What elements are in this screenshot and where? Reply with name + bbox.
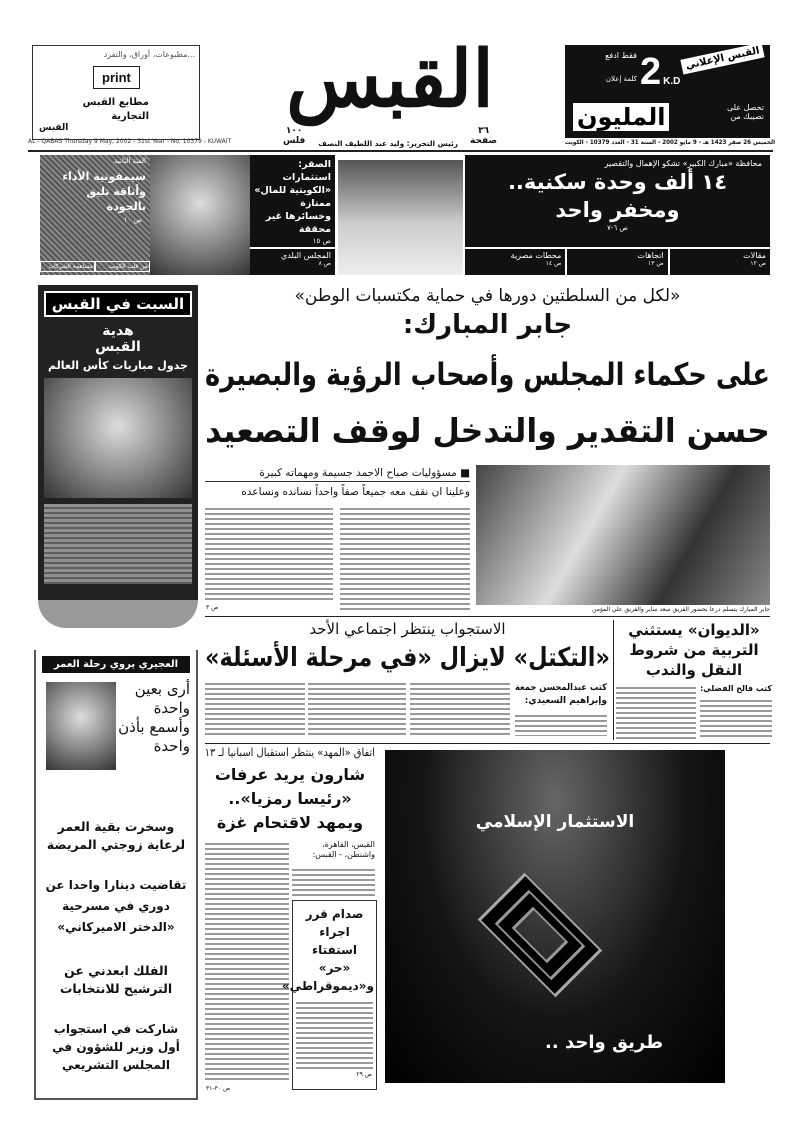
print-ad-button: print: [93, 66, 140, 89]
main-photo: [476, 465, 770, 605]
diwan-body-col: [616, 684, 696, 739]
teaser-kicker: محافظة «مبارك الكبير» تشكو الإهمال والتقصير: [604, 159, 762, 168]
million-ad-million: المليون: [573, 103, 669, 131]
saddam-page-ref: ص ٢٩: [356, 1071, 372, 1078]
newspaper-logo: القبس: [286, 34, 494, 125]
interp-body-col: [515, 712, 607, 736]
ajairi-point: الفلك ابعدني عن الترشيح للانتخابات: [59, 963, 173, 996]
main-sub-2: وعلينا ان نقف معه جميعاً صفاً واحداً نسانده ونساعده: [241, 486, 470, 498]
million-ad-brand: القبس الإعلاني: [680, 43, 765, 75]
diwan-body-col: [700, 697, 772, 739]
sharon-page-ref: ص ٣٠-٣١: [206, 1085, 231, 1092]
wc-ad-brand: القبس: [95, 339, 141, 355]
million-ad-ads: كلمة إعلان: [605, 75, 637, 83]
maze-icon: [478, 873, 602, 997]
interp-body-col: [205, 680, 305, 735]
diwan-headline[interactable]: «الديوان» يستثني التربية من شروط النقل والندب: [628, 621, 760, 679]
editor-in-chief: رئيس التحرير: وليد عبد اللطيف النصف: [318, 139, 458, 148]
ajairi-point: شاركت في استجواب أول وزير للشؤون في المجلس التشريعي: [52, 1022, 180, 1072]
teaser-bar-item[interactable]: محطات مصرية ص ١٤: [465, 249, 565, 275]
fixtures-table: [44, 504, 192, 584]
sharon-dateline: القبس، القاهرة، واشنطن، - القبس:: [312, 840, 375, 859]
main-headline-2[interactable]: حسن التقدير والتدخل لوقف التصعيد: [205, 411, 770, 450]
print-ad-tagline: ...مطبوعات، أوراق، والتفرد: [103, 50, 195, 59]
main-headline-1[interactable]: على حكماء المجلس وأصحاب الرؤية والبصيرة: [205, 357, 770, 393]
interp-body-col: [308, 680, 406, 735]
teaser-subbar: من قلب الكويت مساهمة الشركات: [40, 261, 150, 272]
sharon-kicker: اتفاق «المهد» ينتظر استقبال اسبانيا لـ ١٣: [204, 746, 375, 759]
teaser-saqr[interactable]: [250, 155, 335, 247]
teaser-kicker: الفئة الثانية: [114, 157, 146, 165]
teaser-headline: ١٤ ألف وحدة سكنية.. ومخفر واحد: [507, 170, 728, 222]
column-divider: [613, 620, 614, 740]
teaser-bar: [465, 249, 770, 275]
teaser-grey[interactable]: [40, 155, 150, 275]
interp-headline[interactable]: «التكتل» لايزال «في مرحلة الأسئلة»: [205, 643, 610, 673]
ajairi-quote: أرى بعين واحدة وأسمع بأذن واحدة: [118, 680, 190, 755]
teaser-headline: سيمفونية الأداء وأناقة تليق بالجودة: [62, 170, 146, 213]
ajairi-photo: [46, 682, 116, 770]
sharon-body-col: [292, 866, 375, 896]
ajairi-point: تقاضيت دينارا واحدا عن دوري في مسرحية «الدختر الاميركاني»: [45, 878, 187, 934]
divider: [205, 616, 770, 617]
saddam-body: [296, 999, 373, 1069]
teaser-mubarak[interactable]: [465, 155, 770, 247]
ajairi-box[interactable]: [34, 650, 198, 1100]
price: ١٠٠ فلس: [283, 126, 306, 146]
islamic-investment-ad: [385, 750, 725, 1083]
football-graphic: [38, 600, 198, 628]
main-photo-caption: جابر المبارك يتسلم درعا بحضور الفريق سعد ساير والفريق علي المؤمن: [592, 606, 770, 613]
saqr-photo: [150, 155, 250, 275]
teaser-bar-item[interactable]: مقالات ص ١٢: [670, 249, 770, 275]
teaser-page: ص ١٥: [312, 237, 331, 245]
divider: [205, 743, 770, 744]
main-sub-1: ■ مسؤوليات صباح الاحمد جسيمة ومهماته كبيرة: [205, 467, 470, 482]
main-kicker: «لكل من السلطتين دورها في حماية مكتسبات الوطن»: [294, 286, 681, 306]
print-ad: [32, 45, 200, 140]
ajairi-label: العجيري يروي رحلة العمر: [42, 656, 190, 673]
million-ad-pay: فقط ادفع: [605, 51, 637, 60]
main-body-col: [340, 505, 470, 613]
arabic-dateline: الخميس 26 صفر 1423 هـ - 9 مايو 2002 - السنة 31 - العدد 10379 - الكويت: [564, 139, 775, 146]
teaser-page: ص ٦-٧: [607, 224, 628, 232]
ad-tagline: طريق واحد ..: [545, 1032, 664, 1053]
main-body-col: [205, 505, 333, 601]
ajairi-point: وسخرت بقية العمر لرعاية زوجتي المريضة: [46, 819, 186, 852]
wc-ad-schedule: جدول مباريات كأس العالم: [48, 359, 188, 372]
page-count: ٣٦ صفحة: [470, 126, 498, 146]
interp-kicker: الاستجواب ينتظر اجتماعي الأحد: [309, 620, 506, 638]
teaser-bar-item[interactable]: اتجاهات ص ١٣: [567, 249, 667, 275]
football-player-photo: [44, 378, 192, 498]
ad-title: الاستثمار الإسلامي: [475, 812, 635, 832]
print-ad-name: مطابع القبس التجارية: [82, 97, 149, 122]
main-page-ref: ص ٣: [206, 604, 219, 611]
teaser-municipal[interactable]: المجلس البلدي ص ٨: [250, 249, 335, 275]
interp-byline: كتب عبدالمحسن جمعة وإبراهيم السعيدي:: [514, 683, 607, 706]
wc-ad-title: السبت في القبس: [44, 291, 192, 317]
print-ad-logo: القبس: [39, 123, 69, 133]
sharon-body-col: [205, 840, 289, 1080]
million-ad-price: 2 K.D: [640, 51, 681, 93]
sharon-headline[interactable]: شارون يريد عرفات «رئيسا رمزيا».. ويمهد لاقتحام غزة: [214, 765, 366, 832]
main-name: جابر المبارك:: [402, 310, 573, 340]
world-cup-ad: [38, 285, 198, 600]
saddam-headline: صدام قرر اجراء استفتاء «حر» و«ديموقراطي»: [281, 907, 374, 993]
english-dateline: AL - QABAS Thursday 9 May, 2002 - 31st Year - No. 10379 - KUWAIT: [28, 138, 232, 145]
interp-body-col: [410, 680, 510, 735]
teaser-headline: الصقر: استثمارات «الكويتية للمال» ممتازة وخسائرها غير محققة: [254, 159, 331, 235]
diwan-byline: كتب فالح الفضلي:: [700, 684, 772, 693]
saddam-box[interactable]: [281, 900, 377, 1090]
masthead-divider: [28, 150, 773, 152]
million-ad-cta: تحصل على نصيبك من: [726, 103, 764, 121]
meeting-photo: [338, 160, 463, 275]
wc-ad-gift: هدية: [102, 323, 134, 339]
million-ad: [565, 45, 770, 138]
teaser-page: ص ١٠: [123, 216, 142, 224]
